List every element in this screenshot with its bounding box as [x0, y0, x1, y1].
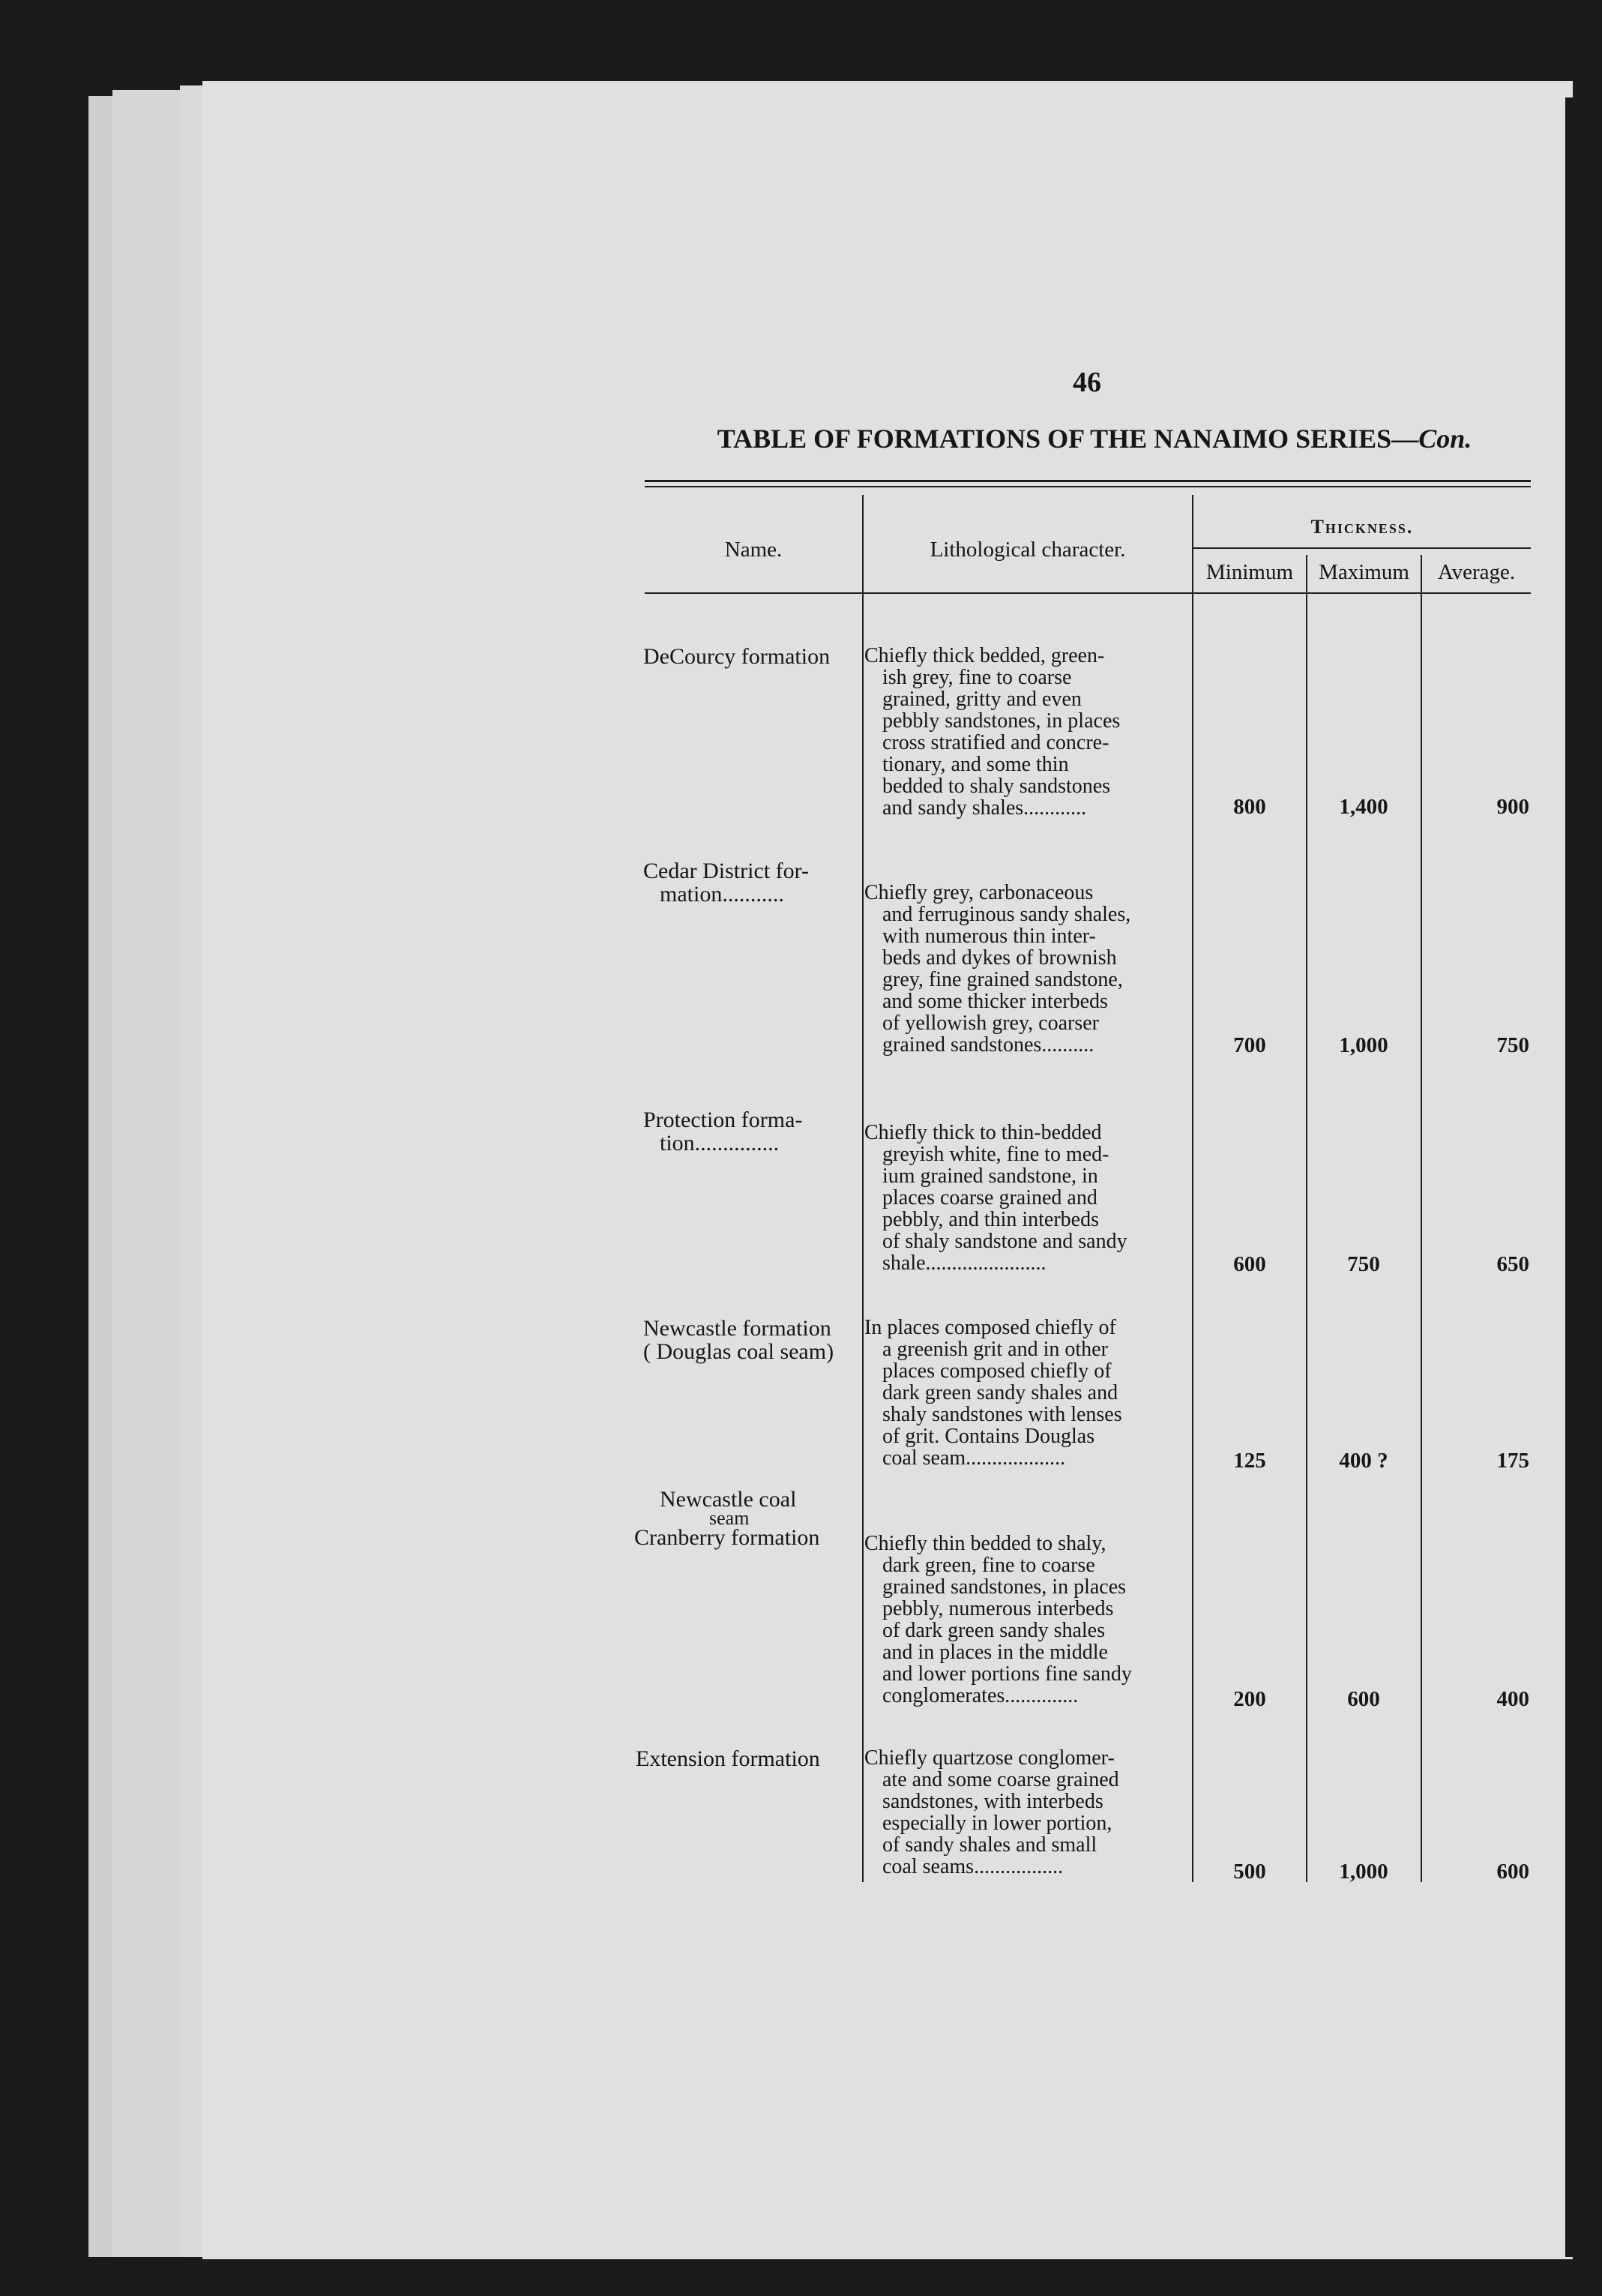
row-minimum: 700: [1233, 1033, 1266, 1057]
row-lithology: Chiefly thick to thin-bedded greyish white, fine to med- ium grained sandstone, in places coarse grained and pebbly, and thin interbeds of shaly sandstone and sandy shale.......................: [864, 1122, 1127, 1274]
row-lithology: Chiefly thin bedded to shaly, dark green, fine to coarse grained sandstones, in places pebbly, numerous interbeds of dark green sandy shales and in places in the middle and lower portions fine sandy conglomerates..............: [864, 1533, 1132, 1707]
row-maximum: 1,000: [1339, 1033, 1388, 1057]
row-average: 650: [1496, 1252, 1529, 1276]
row-name: Newcastle formation ( Douglas coal seam): [643, 1316, 834, 1364]
column-rule-name-lith: [862, 495, 864, 1882]
row-lithology: Chiefly quartzose conglomer- ate and some coarse grained sandstones, with interbeds especially in lower portion, of sandy shales and small coal seams.................: [864, 1747, 1119, 1878]
row-maximum: 400 ?: [1339, 1449, 1388, 1473]
table-title-main: TABLE OF FORMATIONS OF THE NANAIMO SERIES—: [717, 424, 1419, 454]
row-name: Extension formation: [636, 1746, 820, 1771]
row-maximum: 1,400: [1339, 795, 1388, 819]
row-minimum: 500: [1233, 1860, 1266, 1884]
column-rule-min-max: [1306, 555, 1307, 1882]
row-lithology: Chiefly grey, carbonaceous and ferruginous sandy shales, with numerous thin inter- beds and dykes of brownish grey, fine grained sandstone, and some thicker interbeds of yellowish grey, coarser grained sandstones..........: [864, 882, 1131, 1056]
row-average: 400: [1496, 1687, 1529, 1711]
row-name: Newcastle coal seam Cranberry formation: [634, 1487, 820, 1550]
header-lithology: Lithological character.: [930, 538, 1126, 562]
row-average: 175: [1496, 1449, 1529, 1473]
header-thickness: Thickness.: [1310, 516, 1414, 538]
row-lithology: Chiefly thick bedded, green- ish grey, fine to coarse grained, gritty and even pebbly sandstones, in places cross stratified and concre- tionary, and some thin bedded to shaly sandstones and sandy shales............: [864, 645, 1121, 819]
row-minimum: 200: [1233, 1687, 1266, 1711]
row-maximum: 600: [1347, 1687, 1380, 1711]
table-title-suffix: Con.: [1418, 424, 1472, 454]
table-top-rule-2: [645, 486, 1531, 487]
row-average: 900: [1496, 795, 1529, 819]
header-maximum: Maximum: [1319, 560, 1409, 584]
thickness-underline: [1193, 547, 1531, 549]
row-minimum: 800: [1233, 795, 1266, 819]
row-maximum: 750: [1347, 1252, 1380, 1276]
row-maximum: 1,000: [1339, 1860, 1388, 1884]
column-rule-lith-min: [1192, 495, 1193, 1882]
table-title: [675, 423, 1514, 454]
table-top-rule: [645, 480, 1531, 482]
row-average: 600: [1496, 1860, 1529, 1884]
column-rule-max-avg: [1421, 555, 1422, 1882]
row-average: 750: [1496, 1033, 1529, 1057]
header-minimum: Minimum: [1205, 560, 1293, 584]
header-name: Name.: [724, 538, 783, 562]
row-minimum: 125: [1233, 1449, 1266, 1473]
scan-border-right: [1565, 97, 1602, 2257]
row-minimum: 600: [1233, 1252, 1266, 1276]
header-bottom-rule: [645, 592, 1531, 594]
row-name: DeCourcy formation: [643, 644, 831, 669]
row-lithology: In places composed chiefly of a greenish grit and in other places composed chiefly of dark green sandy shales and shaly sandstones with lenses of grit. Contains Douglas coal seam...................: [864, 1317, 1122, 1469]
header-average: Average.: [1437, 560, 1516, 584]
page-number: 46: [1073, 367, 1101, 398]
row-name: Protection forma- tion...............: [643, 1108, 803, 1155]
row-name: Cedar District for- mation...........: [643, 859, 809, 907]
